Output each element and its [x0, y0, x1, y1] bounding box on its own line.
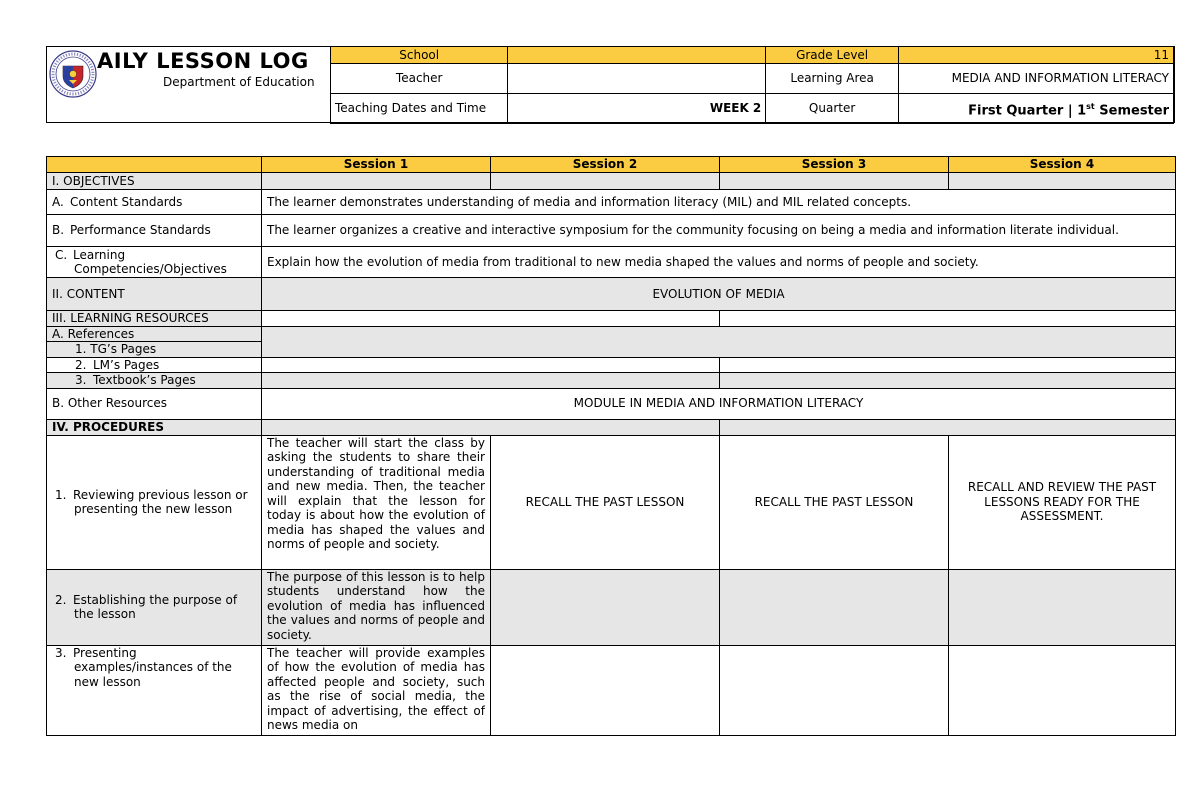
procedures-heading: IV. PROCEDURES	[47, 419, 262, 435]
resources-heading: III. LEARNING RESOURCES	[47, 311, 262, 327]
other-resources-label: B. Other Resources	[47, 388, 262, 419]
performance-standards-num: B.	[52, 223, 65, 238]
quarter-label: Quarter	[766, 94, 899, 124]
lm-pages-s34	[720, 357, 1176, 373]
session-1-header: Session 1	[262, 157, 491, 173]
procedure-2-text: Establishing the purpose of the lesson	[73, 592, 238, 621]
lm-pages-label	[47, 357, 262, 373]
content-heading: II. CONTENT	[47, 278, 262, 311]
procedures-s34	[720, 419, 1176, 435]
blank-header-cell	[47, 157, 262, 173]
content-value: EVOLUTION OF MEDIA	[262, 278, 1176, 311]
procedure-1-label	[47, 435, 262, 569]
school-label: School	[331, 47, 508, 64]
procedure-1-num: 1.	[55, 487, 67, 502]
procedure-2-session-4	[949, 569, 1176, 645]
quarter-value-tail: Semester	[1094, 103, 1169, 119]
logo-area	[47, 47, 331, 122]
competencies-num: C.	[55, 247, 68, 262]
lesson-log-table	[46, 156, 1176, 736]
performance-standards-text: Performance Standards	[70, 223, 211, 238]
competencies-label	[47, 247, 262, 278]
grade-level-label: Grade Level	[766, 47, 899, 64]
textbook-pages-s12	[262, 373, 720, 389]
procedure-1-text: Reviewing previous lesson or presenting the new lesson	[73, 487, 248, 516]
content-standards-value: The learner demonstrates understanding of media and information literacy (MIL) and MIL related concepts.	[262, 190, 1176, 215]
procedure-3-session-1	[262, 645, 491, 735]
learning-area-label: Learning Area	[766, 64, 899, 94]
procedure-1-session-1: The teacher will start the class by asking the students to share their understanding of traditional media and new media. Then, the teacher will explain that the lesson for today is about how the evolution of media has shaped the values and norms of people and society.	[262, 435, 491, 569]
procedure-2-session-3	[720, 569, 949, 645]
content-standards-num: A.	[52, 194, 64, 209]
procedure-2-session-2	[491, 569, 720, 645]
objectives-heading: I. OBJECTIVES	[47, 173, 262, 190]
session-2-header: Session 2	[491, 157, 720, 173]
textbook-pages-num: 3.	[75, 373, 87, 387]
objectives-s1	[262, 173, 491, 190]
procedure-2-session-1: The purpose of this lesson is to help students understand how the evolution of media has influenced the values and norms of people and society.	[262, 569, 491, 645]
textbook-pages-label	[47, 373, 262, 389]
references-label: A. References	[47, 326, 262, 342]
objectives-s4	[949, 173, 1176, 190]
tg-pages-label: 1. TG’s Pages	[47, 342, 262, 358]
procedure-2-label	[47, 569, 262, 645]
procedure-3-session-2	[491, 645, 720, 735]
dates-value: WEEK 2	[508, 94, 766, 124]
procedure-3-session-1-text: The teacher will provide examples of how the evolution of media has affected people and society, such as the rise of social media, the impact of advertising, the effect of news media on	[267, 645, 485, 732]
session-4-header: Session 4	[949, 157, 1176, 173]
school-value	[508, 47, 766, 64]
dates-label: Teaching Dates and Time	[331, 94, 508, 124]
quarter-value-main: First Quarter | 1	[968, 103, 1087, 119]
lm-pages-num: 2.	[75, 357, 87, 372]
deped-seal-icon	[49, 50, 97, 98]
textbook-pages-s34	[720, 373, 1176, 389]
procedure-1-session-4: RECALL AND REVIEW THE PAST LESSONS READY FOR THE ASSESSMENT.	[949, 435, 1176, 569]
teacher-value	[508, 64, 766, 94]
resources-s34	[720, 311, 1176, 327]
grade-level-value: 11	[898, 47, 1173, 64]
textbook-pages-text: Textbook’s Pages	[93, 373, 196, 387]
quarter-value-sup: st	[1086, 101, 1095, 111]
procedures-s12	[262, 419, 720, 435]
other-resources-value: MODULE IN MEDIA AND INFORMATION LITERACY	[262, 388, 1176, 419]
competencies-value: Explain how the evolution of media from traditional to new media shaped the values and norms of people and society.	[262, 247, 1176, 278]
objectives-s2	[491, 173, 720, 190]
content-standards-text: Content Standards	[70, 194, 183, 209]
lesson-log-header	[46, 46, 1175, 123]
procedure-3-num: 3.	[55, 645, 67, 660]
objectives-s3	[720, 173, 949, 190]
resources-s12	[262, 311, 720, 327]
competencies-text: Learning Competencies/Objectives	[73, 247, 227, 276]
procedure-3-text: Presenting examples/instances of the new lesson	[73, 645, 232, 689]
learning-area-value: MEDIA AND INFORMATION LITERACY	[898, 64, 1173, 94]
performance-standards-value: The learner organizes a creative and interactive symposium for the community focusing on being a media and information literate individual.	[262, 215, 1176, 247]
lm-pages-text: LM’s Pages	[93, 357, 160, 372]
quarter-value	[898, 94, 1173, 124]
procedure-3-label	[47, 645, 262, 735]
procedure-1-session-3: RECALL THE PAST LESSON	[720, 435, 949, 569]
session-3-header: Session 3	[720, 157, 949, 173]
department-name: Department of Education	[163, 75, 315, 89]
performance-standards-label	[47, 215, 262, 247]
header-info-table	[330, 46, 1174, 124]
procedure-1-session-2: RECALL THE PAST LESSON	[491, 435, 720, 569]
document-title: AILY LESSON LOG	[97, 49, 309, 73]
procedure-3-session-4	[949, 645, 1176, 735]
procedure-3-session-3	[720, 645, 949, 735]
procedure-2-num: 2.	[55, 592, 67, 607]
references-value	[262, 326, 1176, 357]
teacher-label: Teacher	[331, 64, 508, 94]
lm-pages-s12	[262, 357, 720, 373]
content-standards-label	[47, 190, 262, 215]
